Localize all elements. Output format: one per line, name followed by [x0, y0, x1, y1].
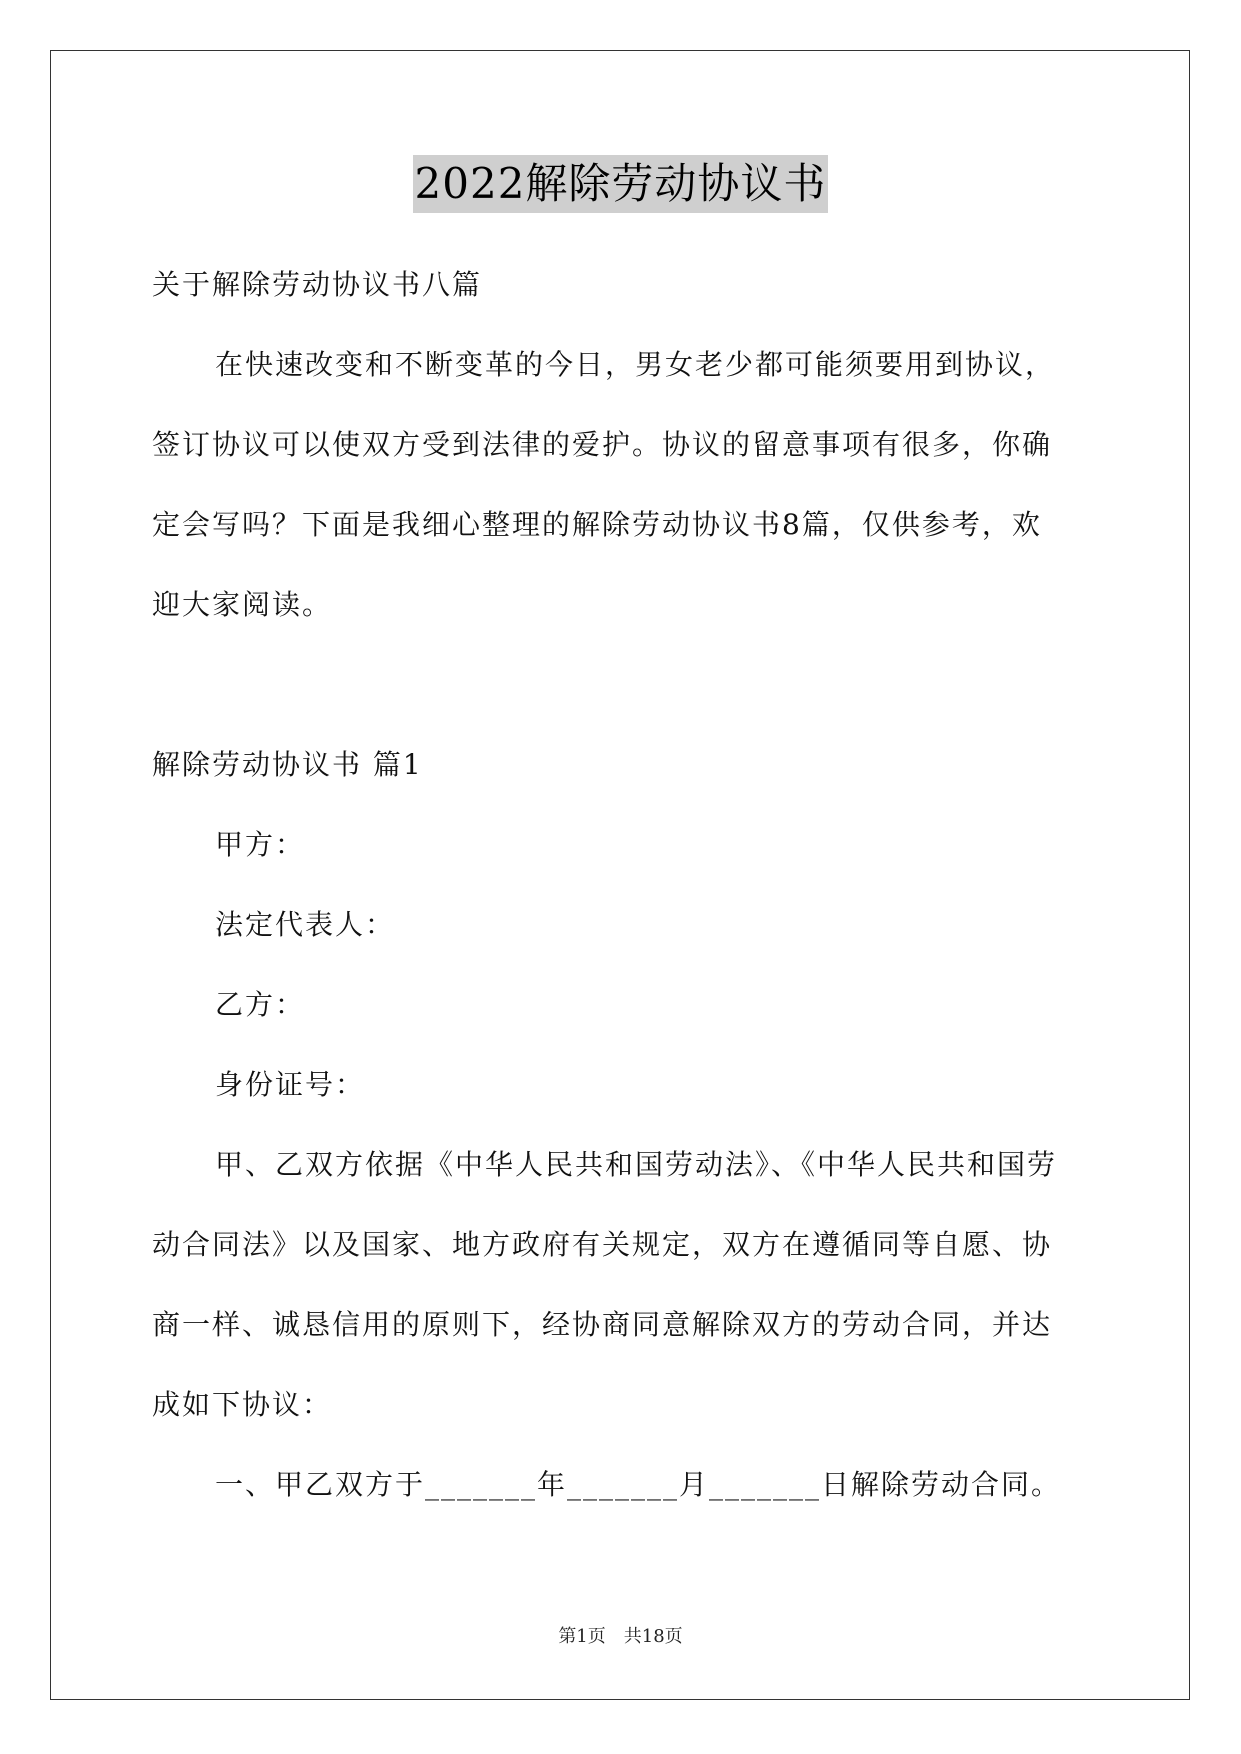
body-line: 商一样、诚恳信用的原则下，经协商同意解除双方的劳动合同，并达: [152, 1308, 1053, 1341]
intro-line: 签订协议可以使双方受到法律的爱护。协议的留意事项有很多，你确: [152, 428, 1053, 461]
intro-line: 在快速改变和不断变革的今日，男女老少都可能须要用到协议，: [215, 348, 1056, 381]
party-a-field: 甲方：: [215, 828, 306, 861]
id-number-field: 身份证号：: [215, 1068, 366, 1101]
party-b-field: 乙方：: [215, 988, 306, 1021]
body-line: 甲、乙双方依据《中华人民共和国劳动法》、《中华人民共和国劳: [215, 1148, 1058, 1181]
title-container: [0, 155, 1241, 213]
legal-rep-field: 法定代表人：: [215, 908, 396, 941]
subtitle: 关于解除劳动协议书八篇: [152, 268, 483, 301]
body-line: 成如下协议：: [152, 1388, 333, 1421]
section-heading: 解除劳动协议书 篇1: [152, 748, 423, 781]
document-title: 2022解除劳动协议书: [413, 155, 829, 213]
body-line: 动合同法》以及国家、地方政府有关规定，双方在遵循同等自愿、协: [152, 1228, 1053, 1261]
intro-line: 迎大家阅读。: [152, 588, 333, 621]
page-footer: 第1页 共18页: [558, 1626, 683, 1647]
clause-1: 一、甲乙双方于_______年_______月_______日解除劳动合同。: [215, 1468, 1062, 1501]
intro-line: 定会写吗？下面是我细心整理的解除劳动协议书8篇，仅供参考，欢: [152, 508, 1042, 541]
